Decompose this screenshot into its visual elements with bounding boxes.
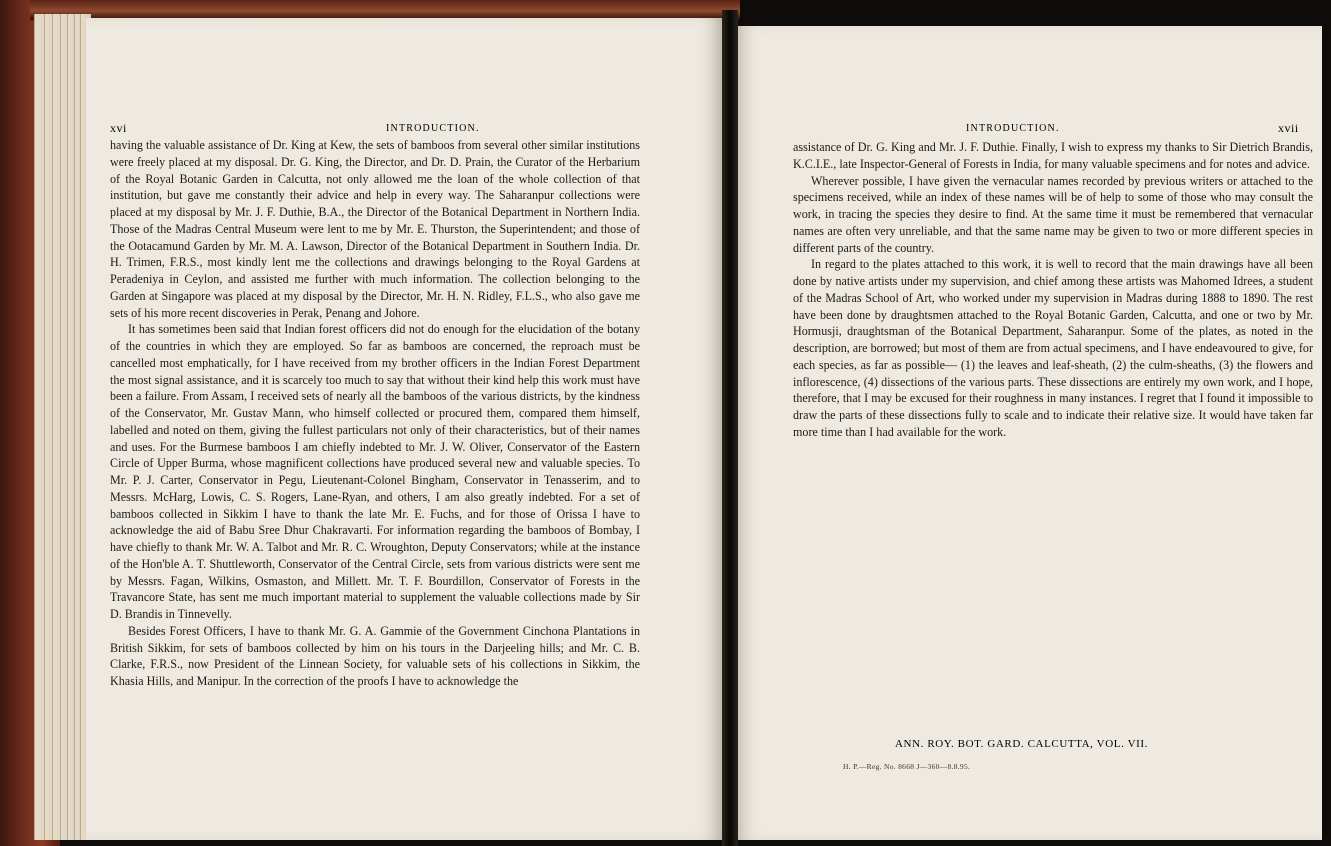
paragraph: assistance of Dr. G. King and Mr. J. F. Duthie. Finally, I wish to express my thanks to Sir Dietrich Brandis, K.C.I.E., late Inspector-General of Forests in India, for many valuable specimens and for notes and advice. — [793, 140, 1313, 171]
page-number-right: xvii — [1278, 121, 1299, 135]
journal-footer: ANN. ROY. BOT. GARD. CALCUTTA, VOL. VII. — [895, 738, 1149, 750]
paragraph: Besides Forest Officers, I have to thank Mr. G. A. Gammie of the Government Cinchona Plantations in British Sikkim, for sets of bamboos collected by him on his tours in the Darjeeling hills; and Mr. C. B. Clarke, F.R.S., now President of the Linnean Society, for valuable sets of his collections in Sikkim, the Khasia Hills, and Manipur. In the correction of the proofs I have to acknowledge the — [110, 623, 640, 688]
book-top-edge — [30, 0, 740, 20]
left-body-text — [110, 137, 640, 690]
printer-imprint: H. P.—Reg. No. 8668 J—360—8.8.95. — [843, 762, 971, 771]
right-body-text — [793, 139, 1313, 441]
running-head-left: INTRODUCTION. — [386, 123, 480, 134]
page-number-left: xvi — [110, 121, 127, 135]
book-gutter — [722, 10, 738, 846]
paragraph: In regard to the plates attached to this work, it is well to record that the main drawings have all been done by native artists under my supervision, and chief among these artists was Mahomed Idrees, a student of the Madras School of Art, who worked under my supervision in Madras during 1888 to 1890. The rest have been done by draughtsmen attached to the Royal Botanic Garden, Calcutta, and one or two by Mr. Hormusji, draughtsman of the Botanical Department, Saharanpur. Some of the plates, as noted in the description, are borrowed; but most of them are from actual specimens, and I have endeavoured to give, for each species, as far as possible— (1) the leaves and leaf-sheath, (2) the culm-sheaths, (3) the flowers and inflorescence, (4) dissections of the various parts. These dissections are entirely my own work, and I hope, therefore, that I may be excused for their roughness in many instances. I regret that I found it impossible to draw the parts of these dissections fully to scale and to indicate their relative size. It would have taken far more time than I had available for the work. — [793, 257, 1313, 439]
paragraph: having the valuable assistance of Dr. King at Kew, the sets of bamboos from several other similar institutions were freely placed at my disposal. Dr. G. King, the Director, and Dr. D. Prain, the Curator of the Herbarium of the Royal Botanic Garden in Calcutta, not only allowed me the loan of the whole collection of that institution, but gave me constantly their advice and help in every way. The Saharanpur collections were placed at my disposal by Mr. J. F. Duthie, B.A., the Director of the Botanical Department in Northern India. Those of the Madras Central Museum were lent to me by Mr. E. Thurston, the Superintendent; and those of the Ootacamund Garden by Mr. M. A. Lawson, Director of the Botanical Department in Southern India. Dr. H. Trimen, F.R.S., most kindly lent me the collections and drawings belonging to the Royal Gardens at Peradeniya in Ceylon, and assisted me further with much information. The collection belonging to the Garden at Singapore was placed at my disposal by the Director, Mr. H. N. Ridley, F.L.S., who also gave me sets of his more recent discoveries in Perak, Penang and Johore. — [110, 138, 640, 320]
paragraph: Wherever possible, I have given the vernacular names recorded by previous writers or attached to the specimens received, while an index of these names will be of help to some of those who may consult the work, in tracing the species they desire to find. At the same time it must be remembered that vernacular names are often very unreliable, and that the same name may be given to two or more different species in different parts of the country. — [793, 173, 1313, 255]
running-head-right: INTRODUCTION. — [966, 123, 1060, 134]
paragraph: It has sometimes been said that Indian forest officers did not do enough for the elucidation of the botany of the countries in which they are employed. So far as bamboos are concerned, the reproach must be cancelled most emphatically, for I have received from my brother officers in the Indian Forest Department the most signal assistance, and it is scarcely too much to say that without their kind help this work must have been a failure. From Assam, I received sets of nearly all the bamboos of the various districts, by the kindness of the Conservator, Mr. Gustav Mann, who himself collected or procured them, compared them himself, labelled and noted on them, giving the fullest particulars not only of their characteristics, but of their names and uses. For the Burmese bamboos I am chiefly indebted to Mr. J. W. Oliver, Conservator of the Eastern Circle of Upper Burma, whose magnificent collections have produced several new and valuable species. To Mr. P. J. Carter, Conservator in Pegu, Lieutenant-Colonel Bingham, Conservator in Tenasserim, and to Messrs. McHarg, Lowis, C. S. Rogers, Lane-Ryan, and others, I am also greatly indebted. For a set of bamboos collected in Sikkim I have to thank the late Mr. E. Fuchs, and for those of Orissa I have to acknowledge the aid of Babu Sree Dhur Chakravarti. For information regarding the bamboos of Bombay, I have chiefly to thank Mr. W. A. Talbot and Mr. R. C. Wroughton, Deputy Conservators; while at the instance of the Hon'ble A. T. Shuttleworth, Conservator of the Central Circle, sets from various districts were sent me by Messrs. Fagan, Wilkins, Osmaston, and Millett. Mr. T. F. Bourdillon, Conservator of Forests in the Travancore State, has sent me much important material to supplement the valuable collections made by Sir D. Brandis in Tinnevelly. — [110, 322, 640, 621]
